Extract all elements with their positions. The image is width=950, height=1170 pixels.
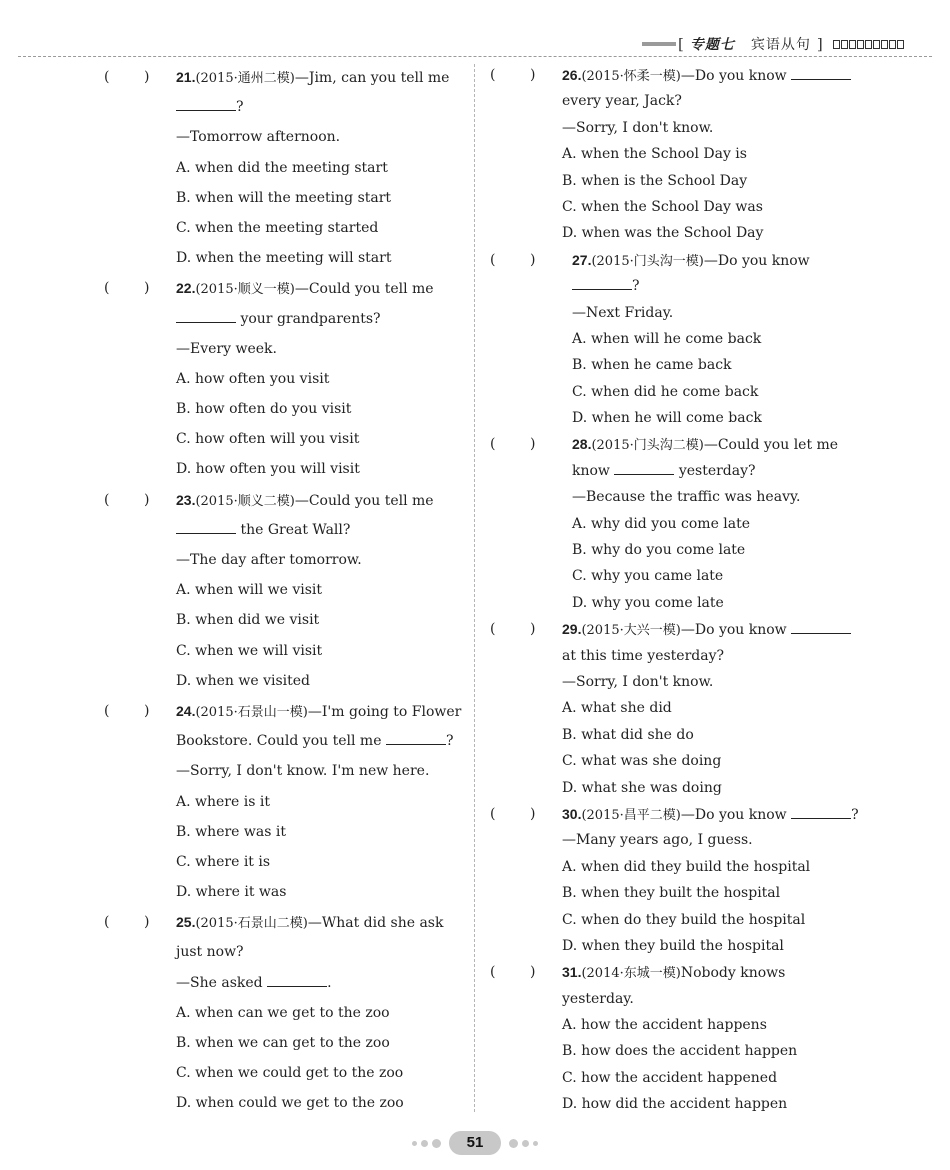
question-27 [490, 247, 852, 432]
answer-blank [176, 519, 236, 534]
question-source: (2015·顺义一模) [195, 282, 295, 298]
question-stem-continuation [490, 88, 852, 114]
question-stem-continuation [104, 726, 466, 756]
question-stem-line [490, 431, 852, 457]
question-number: 24 [176, 702, 192, 719]
question-26 [490, 62, 852, 247]
stem-line2-start: just now? [176, 944, 244, 961]
question-28 [490, 431, 852, 616]
column-divider [474, 64, 475, 1112]
stem-text: 22.(2015·顺义一模)—Could you tell me [176, 280, 434, 298]
question-stem-line [490, 62, 852, 88]
question-number: 25 [176, 914, 192, 931]
answer-option: A. when did the meeting start [176, 159, 388, 176]
question-stem-continuation [104, 937, 466, 967]
question-stem-continuation [490, 643, 852, 669]
header-title: [ 专题七 宾语从句 ] [642, 34, 905, 54]
stem-line1: —What did she ask [307, 915, 444, 932]
reply-text: —The day after tomorrow. [176, 552, 362, 568]
stem-line2-end: the Great Wall? [236, 521, 351, 538]
question-source: (2015·石景山一模) [195, 704, 308, 720]
answer-parentheses[interactable]: ( ) [490, 964, 536, 981]
answer-option: C. when do they build the hospital [562, 911, 806, 928]
stem-line1: —Do you know [703, 252, 810, 269]
footer-dots-right [507, 1139, 540, 1148]
answer-option: B. when we can get to the zoo [176, 1035, 390, 1051]
answer-blank [791, 65, 851, 80]
reply-text: —Tomorrow afternoon. [176, 129, 341, 146]
answer-option: B. when is the School Day [562, 172, 748, 189]
answer-option: A. when can we get to the zoo [176, 1004, 390, 1021]
stem-line2-end: ? [632, 278, 640, 295]
answer-parentheses[interactable]: ( ) [490, 436, 536, 453]
answer-blank [791, 619, 851, 634]
question-number: 28 [572, 436, 588, 453]
answer-parentheses[interactable]: ( ) [104, 69, 150, 85]
question-stem-line [490, 247, 852, 273]
question-30 [490, 801, 859, 959]
question-21 [104, 62, 466, 273]
stem-line1: —Do you know [680, 622, 792, 639]
question-stem-continuation [104, 92, 466, 122]
answer-option: B. when he came back [572, 357, 732, 374]
reply-text: —She asked [176, 974, 268, 991]
page-header [0, 0, 950, 58]
stem-text: 31.(2014·东城一模)Nobody knows [562, 964, 786, 982]
answer-blank [791, 804, 851, 819]
answer-option: B. how does the accident happen [562, 1043, 798, 1060]
answer-blank [386, 730, 446, 745]
stem-text: 27.(2015·门头沟一模)—Do you know [572, 251, 810, 269]
answer-option: A. when will we visit [176, 582, 323, 599]
stem-line2-start: yesterday. [562, 990, 634, 1007]
answer-parentheses[interactable]: ( ) [104, 702, 150, 719]
answer-option: D. when we visited [176, 672, 311, 689]
question-stem-line [490, 616, 852, 642]
answer-option: A. where is it [176, 793, 270, 810]
question-stem-continuation [490, 986, 852, 1012]
reply-text: —Every week. [176, 340, 277, 357]
answer-option: A. why did you come late [572, 515, 751, 532]
stem-line2-end: your grandparents? [236, 310, 381, 327]
question-number: 23 [176, 491, 192, 508]
answer-parentheses[interactable]: ( ) [490, 621, 536, 638]
reply-line [104, 545, 466, 575]
answer-option: A. when the School Day is [562, 146, 747, 163]
page-number: 51 [449, 1131, 501, 1155]
question-number: 27 [572, 251, 588, 268]
reply-line [490, 115, 852, 141]
question-number: 30 [562, 805, 578, 822]
answer-option: D. how did the accident happen [562, 1096, 788, 1113]
question-24 [104, 696, 466, 907]
question-number: 26 [562, 67, 578, 83]
reply-text: —Because the traffic was heavy. [572, 489, 801, 506]
answer-option: B. what did she do [562, 726, 694, 743]
stem-line1: —Do you know [680, 68, 792, 84]
question-source: (2014·东城一模) [581, 966, 681, 982]
question-number: 31 [562, 964, 578, 981]
answer-option: B. when did we visit [176, 612, 320, 629]
answer-option: A. when did they build the hospital [562, 858, 811, 875]
stem-line2-start: know [572, 462, 615, 479]
question-source: (2015·顺义二模) [195, 493, 295, 509]
stem-text: 28.(2015·门头沟二模)—Could you let me [572, 436, 839, 454]
question-stem-continuation [490, 458, 852, 484]
answer-parentheses[interactable]: ( ) [490, 805, 536, 822]
reply-line [490, 827, 852, 853]
right-column [490, 62, 859, 1118]
answer-option: C. when the School Day was [562, 198, 763, 215]
question-source: (2015·怀柔一模) [581, 69, 681, 84]
answer-blank [614, 460, 674, 475]
answer-option: B. when they built the hospital [562, 885, 781, 902]
question-stem-line [104, 273, 466, 303]
reply-text: —Next Friday. [572, 304, 674, 321]
question-stem-line [104, 485, 466, 515]
reply-line [104, 756, 466, 786]
question-stem-continuation [490, 273, 852, 299]
reply-text: —Many years ago, I guess. [562, 832, 753, 849]
reply-text: —Sorry, I don't know. [562, 119, 714, 136]
page-footer [0, 1130, 950, 1156]
stem-text: 29.(2015·大兴一模)—Do you know [490, 616, 851, 644]
question-source: (2015·昌平二模) [581, 807, 681, 823]
reply-line [104, 968, 466, 998]
stem-text: 25.(2015·石景山二模)—What did she ask [176, 914, 444, 932]
stem-line1: —Do you know [680, 806, 792, 823]
header-rule [18, 56, 932, 57]
question-stem-continuation [104, 515, 466, 545]
answer-option: D. when the meeting will start [176, 250, 392, 267]
question-stem-line [490, 801, 859, 827]
answer-option: B. when will the meeting start [176, 189, 392, 206]
answer-parentheses[interactable]: ( ) [490, 67, 536, 83]
answer-parentheses[interactable]: ( ) [104, 491, 150, 508]
question-stem-line [490, 959, 852, 985]
topic-label: 专题七 [689, 37, 735, 53]
answer-option: B. why do you come late [572, 542, 746, 559]
stem-line1: —Could you let me [703, 437, 839, 454]
decorative-blocks [833, 40, 905, 49]
answer-option: A. how the accident happens [562, 1017, 767, 1034]
answer-option: C. when we could get to the zoo [176, 1065, 404, 1082]
answer-option: C. why you came late [572, 568, 724, 585]
reply-line [490, 669, 852, 695]
topic-subtitle: 宾语从句 [750, 37, 811, 53]
question-stem-line [104, 907, 466, 937]
reply-text: —Sorry, I don't know. [562, 673, 714, 690]
question-29 [490, 616, 852, 801]
question-stem-continuation [104, 304, 466, 334]
answer-option: C. what was she doing [562, 753, 722, 770]
answer-option: A. how often you visit [176, 370, 330, 387]
stem-line1-end: ? [851, 806, 859, 823]
stem-line2-start: every year, Jack? [562, 93, 682, 110]
stem-text: 21.(2015·通州二模)—Jim, can you tell me [176, 69, 450, 86]
question-22 [104, 273, 466, 484]
question-25 [104, 907, 466, 1118]
question-source: (2015·通州二模) [195, 71, 295, 86]
stem-line1: —Jim, can you tell me [294, 70, 450, 86]
answer-option: A. when will he come back [572, 330, 762, 347]
stem-text: 24.(2015·石景山一模)—I'm going to Flower [176, 702, 462, 720]
reply-end: . [327, 974, 332, 991]
stem-line2-end: yesterday? [674, 462, 756, 479]
answer-option: C. when did he come back [572, 383, 759, 400]
answer-blank [176, 308, 236, 323]
answer-option: C. where it is [176, 853, 271, 870]
question-stem-line [104, 696, 466, 726]
footer-dots-left [410, 1139, 443, 1148]
question-23 [104, 485, 466, 696]
answer-option: C. how often will you visit [176, 431, 360, 448]
answer-option: D. why you come late [572, 594, 724, 611]
answer-option: D. when they build the hospital [562, 937, 784, 954]
answer-option: D. when he will come back [572, 410, 762, 427]
question-stem-line [104, 62, 466, 92]
answer-blank [572, 275, 632, 290]
answer-option: D. how often you will visit [176, 461, 360, 478]
answer-option: C. when we will visit [176, 642, 323, 659]
answer-parentheses[interactable]: ( ) [104, 914, 150, 931]
answer-option: C. when the meeting started [176, 219, 379, 236]
stem-line2-start: Bookstore. Could you tell me [176, 733, 386, 750]
question-number: 21 [176, 69, 192, 85]
stem-line1: —I'm going to Flower [307, 703, 462, 720]
reply-line [104, 334, 466, 364]
stem-line2-end: ? [445, 733, 454, 750]
answer-parentheses[interactable]: ( ) [104, 280, 150, 297]
stem-line2-start: at this time yesterday? [562, 647, 724, 664]
answer-option: C. how the accident happened [562, 1069, 778, 1086]
answer-option: D. where it was [176, 884, 287, 901]
answer-blank [176, 96, 236, 111]
answer-option: B. how often do you visit [176, 401, 352, 418]
reply-line [490, 484, 852, 510]
left-column [104, 62, 466, 1119]
answer-option: D. when could we get to the zoo [176, 1095, 404, 1112]
answer-parentheses[interactable]: ( ) [490, 251, 536, 268]
reply-line [104, 122, 466, 152]
reply-line [490, 300, 852, 326]
answer-option: B. where was it [176, 823, 286, 840]
stem-line1: Nobody knows [680, 965, 786, 982]
question-source: (2015·石景山二模) [195, 916, 308, 932]
answer-option: A. what she did [562, 700, 672, 717]
answer-blank [267, 972, 327, 987]
reply-text: —Sorry, I don't know. I'm new here. [176, 763, 430, 780]
stem-text: 23.(2015·顺义二模)—Could you tell me [176, 491, 434, 509]
question-number: 22 [176, 280, 192, 297]
stem-line1: —Could you tell me [294, 281, 434, 298]
stem-line1: —Could you tell me [294, 492, 434, 509]
stem-text: 26.(2015·怀柔一模)—Do you know [490, 62, 851, 90]
answer-option: D. when was the School Day [562, 225, 764, 242]
header-bar [642, 42, 676, 46]
answer-option: D. what she was doing [562, 779, 722, 796]
question-source: (2015·大兴一模) [581, 623, 681, 639]
question-31 [490, 959, 852, 1117]
question-source: (2015·门头沟二模) [591, 438, 704, 454]
stem-line2-end: ? [236, 99, 244, 116]
question-source: (2015·门头沟一模) [591, 253, 704, 269]
question-number: 29 [562, 621, 578, 638]
stem-text: 30.(2015·昌平二模)—Do you know ? [562, 805, 859, 823]
